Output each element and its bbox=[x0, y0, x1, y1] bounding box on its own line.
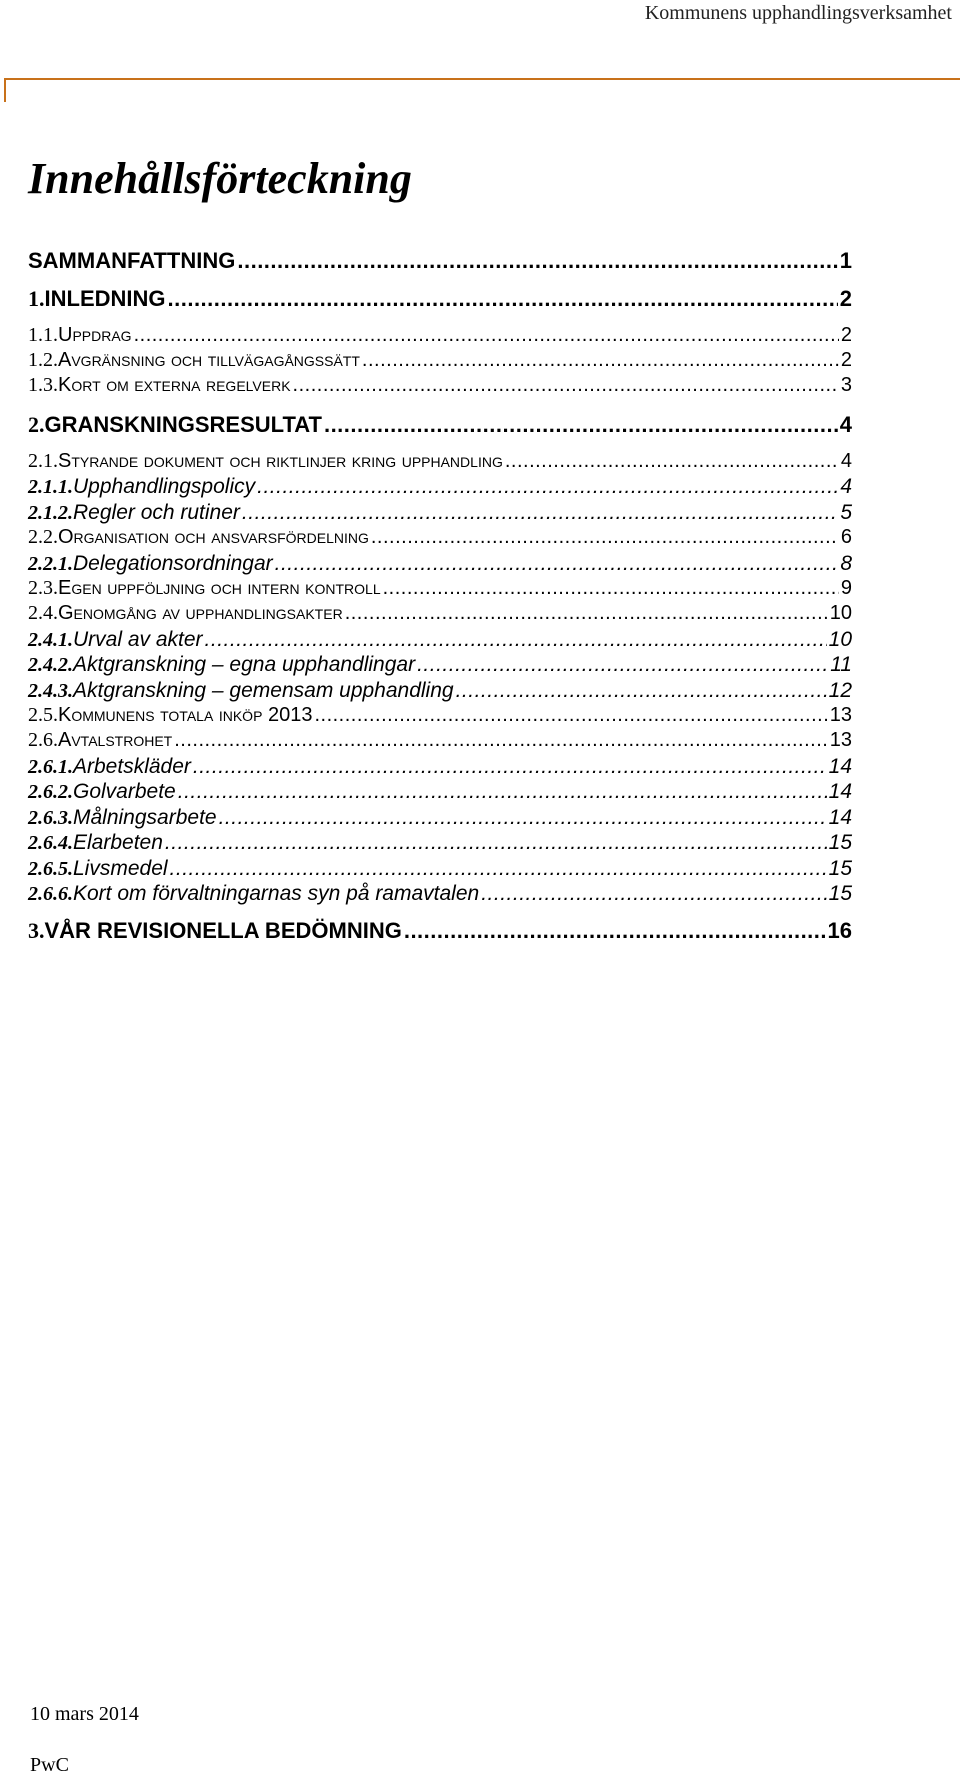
toc-dot-leader bbox=[242, 501, 838, 525]
toc-dot-leader bbox=[383, 577, 839, 600]
toc-entry-number: 2.1.2. bbox=[28, 502, 73, 524]
toc-entry-number: 3. bbox=[28, 918, 45, 943]
toc-dot-leader bbox=[170, 857, 827, 881]
toc-entry-page: 8 bbox=[840, 552, 852, 575]
toc-dot-leader bbox=[219, 806, 827, 830]
toc-entry-number: 2.6.3. bbox=[28, 807, 73, 829]
toc-entry-number: 2.4. bbox=[28, 602, 58, 624]
toc-dot-leader bbox=[417, 653, 828, 677]
toc-entry[interactable] bbox=[28, 374, 852, 397]
toc-dot-leader bbox=[193, 755, 827, 779]
toc-entry[interactable] bbox=[28, 577, 852, 600]
toc-entry[interactable] bbox=[28, 806, 852, 830]
toc-entry-page: 14 bbox=[828, 806, 852, 829]
toc-entry-number: 2.6.2. bbox=[28, 781, 73, 803]
toc-entry[interactable] bbox=[28, 831, 852, 855]
toc-entry-title: INLEDNING bbox=[44, 286, 166, 311]
toc-entry[interactable] bbox=[28, 602, 852, 625]
running-header-title: Kommunens upphandlingsverksamhet bbox=[644, 2, 952, 24]
toc-entry-number: 2.5. bbox=[28, 704, 58, 726]
toc-entry-number: 2.6.1. bbox=[28, 756, 73, 778]
toc-entry[interactable] bbox=[28, 729, 852, 752]
toc-entry-number: 2.2.1. bbox=[28, 553, 73, 575]
toc-dot-leader bbox=[293, 374, 839, 397]
toc-entry-number: 1.3. bbox=[28, 374, 58, 396]
toc-entry-number: 2.6.4. bbox=[28, 832, 73, 854]
toc-entry-title: Upphandlingspolicy bbox=[73, 475, 256, 498]
toc-entry-title: Livsmedel bbox=[73, 857, 168, 880]
toc-dot-leader bbox=[257, 475, 838, 499]
toc-entry[interactable] bbox=[28, 628, 852, 652]
toc-entry-title: Organisation och ansvarsfördelning bbox=[58, 526, 369, 548]
toc-entry-number: 2.4.2. bbox=[28, 654, 73, 676]
toc-entry[interactable] bbox=[28, 450, 852, 473]
footer-date: 10 mars 2014 bbox=[30, 1703, 139, 1725]
toc-entry-title: Avgränsning och tillvägagångssätt bbox=[58, 349, 360, 371]
toc-entry-title: Aktgranskning – gemensam upphandling bbox=[73, 679, 454, 702]
toc-entry-title: Golvarbete bbox=[73, 780, 176, 803]
toc-entry-title: Målningsarbete bbox=[73, 806, 217, 829]
toc-entry-title: Urval av akter bbox=[73, 628, 203, 651]
toc-entry-page: 9 bbox=[840, 577, 852, 599]
toc-entry-title: Genomgång av upphandlingsakter bbox=[58, 602, 343, 624]
toc-entry-page: 11 bbox=[830, 653, 852, 676]
toc-entry-number: 2.6.6. bbox=[28, 883, 73, 905]
toc-entry-page: 5 bbox=[840, 501, 852, 524]
toc-dot-leader bbox=[237, 248, 837, 274]
toc-entry[interactable] bbox=[28, 679, 852, 703]
toc-dot-leader bbox=[505, 450, 839, 473]
toc-entry-title: GRANSKNINGSRESULTAT bbox=[44, 412, 322, 437]
toc-entry[interactable] bbox=[28, 248, 852, 274]
toc-entry-title: Kommunens totala inköp 2013 bbox=[58, 704, 313, 726]
toc-dot-leader bbox=[324, 412, 838, 438]
toc-entry[interactable] bbox=[28, 412, 852, 438]
toc-entry-title: Delegationsordningar bbox=[73, 552, 273, 575]
toc-entry-title: Egen uppföljning och intern kontroll bbox=[58, 577, 381, 599]
header-rule bbox=[4, 78, 960, 80]
toc-entry-page: 13 bbox=[829, 729, 852, 751]
toc-entry-number: 1.1. bbox=[28, 324, 58, 346]
toc-entry-page: 15 bbox=[828, 831, 852, 854]
header-rule-tick bbox=[4, 78, 6, 102]
toc-entry-title: Regler och rutiner bbox=[73, 501, 240, 524]
toc-entry[interactable] bbox=[28, 704, 852, 727]
toc-entry[interactable] bbox=[28, 286, 852, 312]
toc-entry-page: 6 bbox=[840, 526, 852, 548]
toc-entry-page: 3 bbox=[840, 374, 852, 396]
toc-entry-page: 4 bbox=[840, 475, 852, 498]
toc-entry-title: Styrande dokument och riktlinjer kring upphandling bbox=[58, 450, 503, 472]
toc-entry-page: 4 bbox=[840, 450, 852, 472]
toc-entry[interactable] bbox=[28, 755, 852, 779]
toc-entry-title: Arbetskläder bbox=[73, 755, 191, 778]
toc-dot-leader bbox=[275, 552, 839, 576]
toc-dot-leader bbox=[345, 602, 828, 625]
toc-dot-leader bbox=[404, 918, 826, 944]
toc-entry-page: 15 bbox=[828, 882, 852, 905]
toc-dot-leader bbox=[456, 679, 827, 703]
toc-dot-leader bbox=[178, 780, 827, 804]
toc-entry-number: 2.3. bbox=[28, 577, 58, 599]
toc-entry-page: 2 bbox=[840, 324, 852, 346]
toc-dot-leader bbox=[371, 526, 839, 549]
toc-entry[interactable] bbox=[28, 780, 852, 804]
toc-dot-leader bbox=[362, 349, 839, 372]
toc-dot-leader bbox=[174, 729, 828, 752]
toc-entry-title: SAMMANFATTNING bbox=[28, 248, 236, 273]
toc-entry-page: 14 bbox=[828, 755, 852, 778]
toc-entry[interactable] bbox=[28, 526, 852, 549]
toc-entry-page: 10 bbox=[829, 602, 852, 624]
toc-dot-leader bbox=[168, 286, 838, 312]
toc-entry-page: 13 bbox=[829, 704, 852, 726]
toc-entry-number: 2.4.1. bbox=[28, 629, 73, 651]
toc-entry-number: 2.1. bbox=[28, 450, 58, 472]
toc-entry-title: Uppdrag bbox=[58, 324, 132, 346]
toc-entry[interactable] bbox=[28, 349, 852, 372]
toc-entry-title: Aktgranskning – egna upphandlingar bbox=[73, 653, 416, 676]
toc-entry-number: 2. bbox=[28, 412, 45, 437]
toc-entry-number: 2.2. bbox=[28, 526, 58, 548]
page-title: Innehållsförteckning bbox=[28, 154, 412, 203]
toc-entry-title: Kort om externa regelverk bbox=[58, 374, 291, 396]
toc-entry[interactable] bbox=[28, 552, 852, 576]
toc-entry-page: 10 bbox=[828, 628, 852, 651]
toc-dot-leader bbox=[314, 704, 827, 727]
toc-entry-page: 15 bbox=[828, 857, 852, 880]
toc-entry-title: Kort om förvaltningarnas syn på ramavtalen bbox=[73, 882, 480, 905]
toc-entry[interactable] bbox=[28, 882, 852, 906]
toc-entry-number: 2.4.3. bbox=[28, 680, 73, 702]
toc-entry-page: 12 bbox=[828, 679, 852, 702]
toc-dot-leader bbox=[165, 831, 827, 855]
toc-dot-leader bbox=[205, 628, 827, 652]
footer-organization: PwC bbox=[30, 1754, 69, 1776]
toc-dot-leader bbox=[481, 882, 826, 906]
toc-entry-number: 1. bbox=[28, 286, 45, 311]
toc-entry[interactable] bbox=[28, 918, 852, 944]
toc-entry[interactable] bbox=[28, 653, 852, 677]
toc-entry-title: Avtalstrohet bbox=[58, 729, 173, 751]
toc-entry[interactable] bbox=[28, 857, 852, 881]
toc-entry-number: 2.6. bbox=[28, 729, 58, 751]
toc-entry-title: VÅR REVISIONELLA BEDÖMNING bbox=[44, 918, 402, 943]
toc-dot-leader bbox=[134, 324, 839, 347]
toc-entry-page: 4 bbox=[839, 412, 852, 437]
toc-entry-number: 2.6.5. bbox=[28, 858, 73, 880]
toc-entry-title: Elarbeten bbox=[73, 831, 163, 854]
toc-entry[interactable] bbox=[28, 475, 852, 499]
toc-entry-page: 2 bbox=[840, 349, 852, 371]
toc-entry-page: 2 bbox=[839, 286, 852, 311]
toc-entry-number: 2.1.1. bbox=[28, 476, 73, 498]
toc-entry-page: 14 bbox=[828, 780, 852, 803]
toc-entry[interactable] bbox=[28, 501, 852, 525]
toc-entry-page: 1 bbox=[839, 248, 852, 273]
toc-entry-number: 1.2. bbox=[28, 349, 58, 371]
toc-entry[interactable] bbox=[28, 324, 852, 347]
toc-entry-page: 16 bbox=[827, 918, 852, 943]
